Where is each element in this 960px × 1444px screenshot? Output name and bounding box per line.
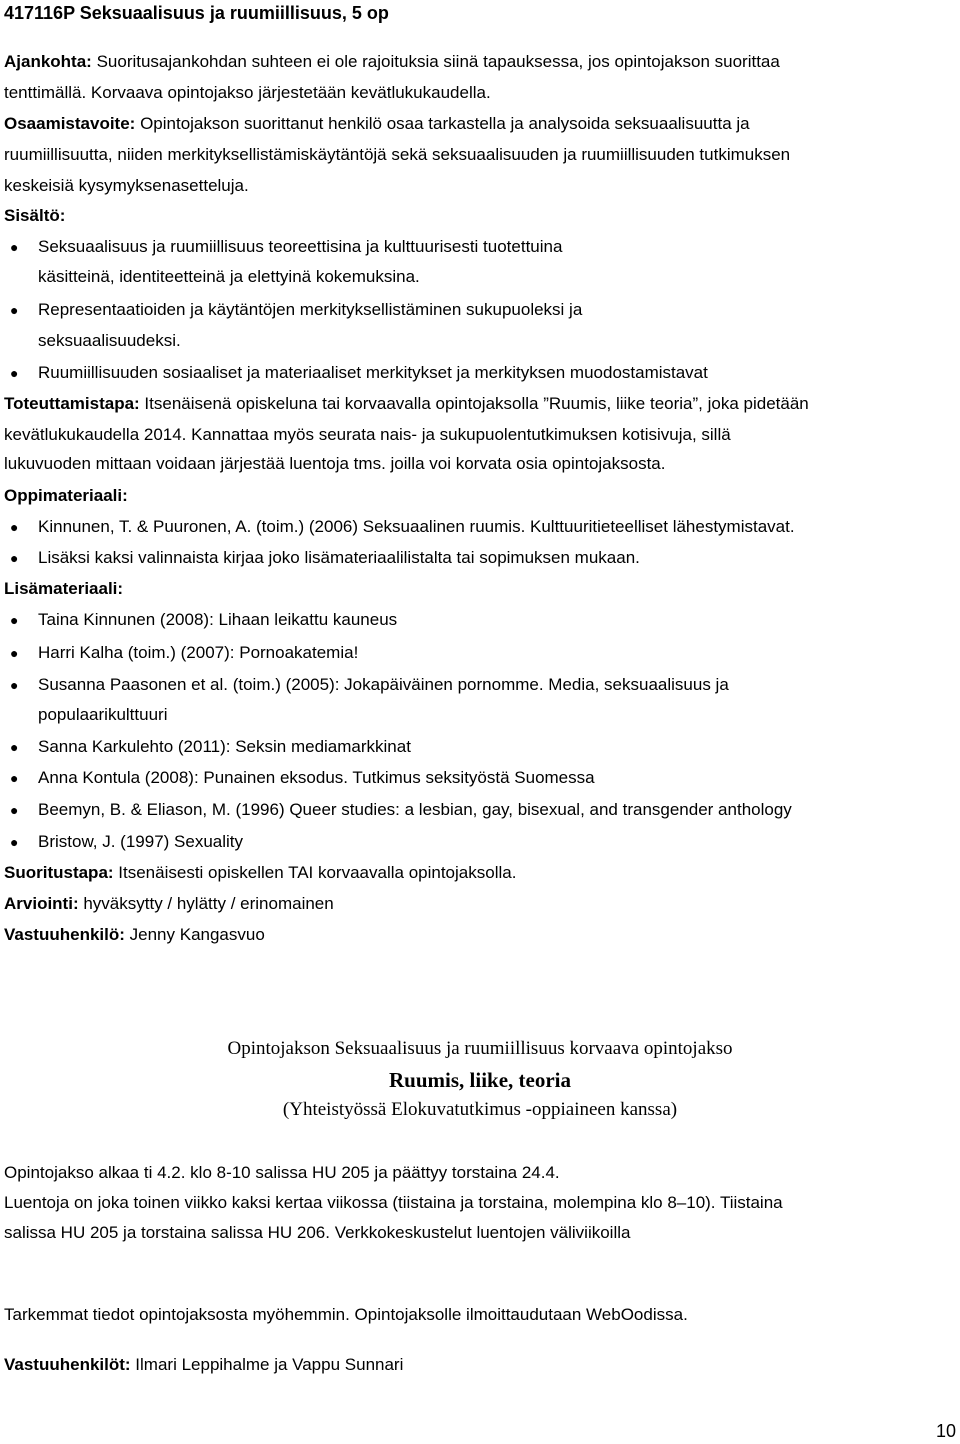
- korvaava-subheading: (Yhteistyössä Elokuvatutkimus -oppiaineen kanssa): [282, 1099, 678, 1120]
- lisamateriaali-item-6: Beemyn, B. & Eliason, M. (1996) Queer studies: a lesbian, gay, bisexual, and transgender anthology: [38, 800, 792, 819]
- page-number: 10: [935, 1421, 956, 1441]
- bullet-icon: ●: [10, 365, 19, 381]
- osaamistavoite-text-1: Opintojakson suorittanut henkilö osaa tarkastella ja analysoida seksuaalisuutta ja: [135, 114, 750, 133]
- ajankohta-line-1: [4, 51, 780, 73]
- bullet-icon: ●: [10, 302, 19, 318]
- bullet-icon: ●: [10, 834, 19, 850]
- suoritustapa-label: Suoritustapa:: [4, 863, 114, 882]
- bullet-icon: ●: [10, 677, 19, 693]
- arviointi-label: Arviointi:: [4, 894, 79, 913]
- suoritustapa-text: Itsenäisesti opiskellen TAI korvaavalla opintojaksolla.: [113, 863, 517, 882]
- toteuttamistapa-label: Toteuttamistapa:: [4, 394, 140, 413]
- lisamateriaali-item-1: Taina Kinnunen (2008): Lihaan leikattu kauneus: [38, 610, 398, 629]
- arviointi-line: [4, 893, 334, 915]
- bullet-icon: ●: [10, 612, 19, 628]
- korvaava-schedule-line-2: salissa HU 205 ja torstaina salissa HU 206. Verkkokeskustelut luentojen väliviikoilla: [4, 1223, 631, 1242]
- bullet-icon: ●: [10, 645, 19, 661]
- lisamateriaali-item-7: Bristow, J. (1997) Sexuality: [38, 832, 244, 851]
- bullet-icon: ●: [10, 739, 19, 755]
- osaamistavoite-line-1: [4, 113, 750, 135]
- lisamateriaali-item-3: Susanna Paasonen et al. (toim.) (2005): Jokapäiväinen pornomme. Media, seksuaalisuus ja: [38, 675, 729, 694]
- oppimateriaali-item-1: Kinnunen, T. & Puuronen, A. (toim.) (2006) Seksuaalinen ruumis. Kulttuuritieteelliset lähestymistavat.: [38, 517, 795, 536]
- korvaava-course-title: Ruumis, liike, teoria: [389, 1068, 571, 1092]
- bullet-icon: ●: [10, 770, 19, 786]
- toteuttamistapa-text-3: lukuvuoden mittaan voidaan järjestää luentoja tms. joilla voi korvata osia opintojaksosta.: [4, 454, 666, 473]
- bullet-icon: ●: [10, 550, 19, 566]
- toteuttamistapa-line-1: [4, 393, 809, 415]
- ajankohta-label: Ajankohta:: [4, 52, 92, 71]
- sisalto-item-2-line-2: seksuaalisuudeksi.: [38, 331, 181, 350]
- vastuuhenkilo-line: [4, 924, 265, 946]
- korvaava-start-info: Opintojakso alkaa ti 4.2. klo 8-10 salissa HU 205 ja päättyy torstaina 24.4.: [4, 1163, 560, 1182]
- osaamistavoite-text-2: ruumiillisuutta, niiden merkityksellistämiskäytäntöjä sekä seksuaalisuuden ja ruumiillisuuden tutkimuksen: [4, 145, 791, 164]
- suoritustapa-line: [4, 862, 516, 884]
- sisalto-item-1-line-1: Seksuaalisuus ja ruumiillisuus teoreettisina ja kulttuurisesti tuotettuina: [38, 237, 563, 256]
- toteuttamistapa-text-1: Itsenäisenä opiskeluna tai korvaavalla opintojaksolla ”Ruumis, liike teoria”, joka pidetään: [139, 394, 809, 413]
- ajankohta-text-1: Suoritusajankohdan suhteen ei ole rajoituksia siinä tapauksessa, jos opintojakson suorittaa: [91, 52, 780, 71]
- lisamateriaali-label: Lisämateriaali:: [4, 579, 124, 598]
- korvaava-schedule-line-1: Luentoja on joka toinen viikko kaksi kertaa viikossa (tiistaina ja torstaina, molempina klo 8–10). Tiistaina: [4, 1193, 783, 1212]
- korvaava-vastuu-label: Vastuuhenkilöt:: [4, 1355, 131, 1374]
- sisalto-label: Sisältö:: [4, 206, 66, 225]
- oppimateriaali-label: Oppimateriaali:: [4, 486, 128, 505]
- toteuttamistapa-text-2: kevätlukukaudella 2014. Kannattaa myös seurata nais- ja sukupuolentutkimuksen kotisivuja, sillä: [4, 425, 731, 444]
- bullet-icon: ●: [10, 239, 19, 255]
- sisalto-item-3: Ruumiillisuuden sosiaaliset ja materiaaliset merkitykset ja merkityksen muodostamistavat: [38, 363, 708, 382]
- korvaava-vastuu-line: [4, 1354, 403, 1376]
- korvaava-more-info: Tarkemmat tiedot opintojaksosta myöhemmin. Opintojaksolle ilmoittaudutaan WebOodissa.: [4, 1305, 688, 1324]
- oppimateriaali-item-2: Lisäksi kaksi valinnaista kirjaa joko lisämateriaalilistalta tai sopimuksen mukaan.: [38, 548, 640, 567]
- osaamistavoite-label: Osaamistavoite:: [4, 114, 136, 133]
- lisamateriaali-item-2: Harri Kalha (toim.) (2007): Pornoakatemia!: [38, 643, 359, 662]
- sisalto-item-2-line-1: Representaatioiden ja käytäntöjen merkityksellistäminen sukupuoleksi ja: [38, 300, 583, 319]
- korvaava-heading: Opintojakson Seksuaalisuus ja ruumiillisuus korvaava opintojakso: [227, 1038, 733, 1059]
- bullet-icon: ●: [10, 519, 19, 535]
- korvaava-vastuu-text: Ilmari Leppihalme ja Vappu Sunnari: [130, 1355, 404, 1374]
- bullet-icon: ●: [10, 802, 19, 818]
- osaamistavoite-text-3: keskeisiä kysymyksenasetteluja.: [4, 176, 249, 195]
- arviointi-text: hyväksytty / hylätty / erinomainen: [78, 894, 334, 913]
- lisamateriaali-item-3-cont: populaarikulttuuri: [38, 705, 168, 724]
- course-title: 417116P Seksuaalisuus ja ruumiillisuus, 5 op: [4, 3, 389, 23]
- sisalto-item-1-line-2: käsitteinä, identiteetteinä ja elettyinä kokemuksina.: [38, 267, 420, 286]
- vastuuhenkilo-text: Jenny Kangasvuo: [124, 925, 265, 944]
- lisamateriaali-item-4: Sanna Karkulehto (2011): Seksin mediamarkkinat: [38, 737, 411, 756]
- vastuuhenkilo-label: Vastuuhenkilö:: [4, 925, 125, 944]
- lisamateriaali-item-5: Anna Kontula (2008): Punainen eksodus. Tutkimus seksityöstä Suomessa: [38, 768, 595, 787]
- ajankohta-text-2: tenttimällä. Korvaava opintojakso järjestetään kevätlukukaudella.: [4, 83, 491, 102]
